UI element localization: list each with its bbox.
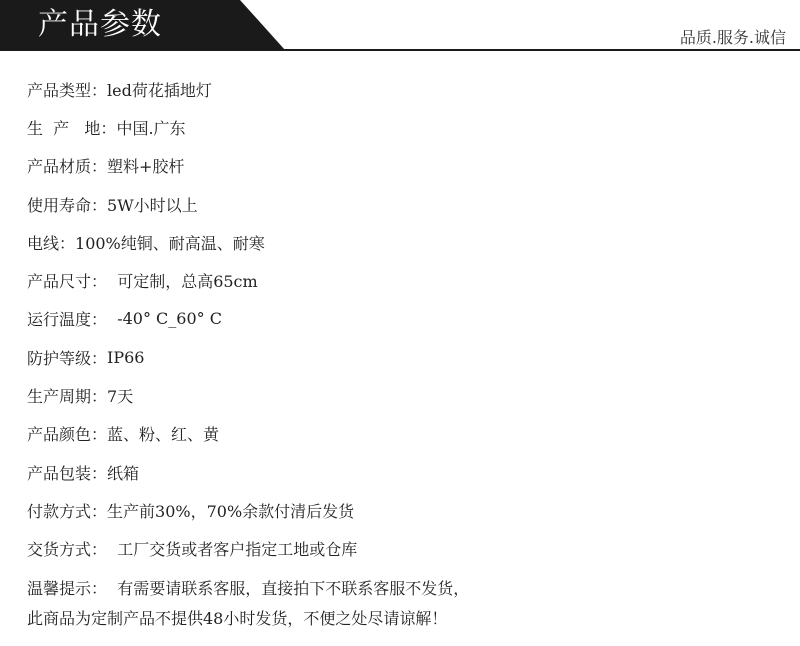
spec-label: 产品类型：	[27, 80, 108, 100]
spec-label: 温馨提示：	[27, 578, 108, 598]
page-title: 产品参数	[38, 7, 162, 42]
spec-row-lead-time	[27, 376, 787, 414]
spec-label: 产品材质：	[27, 157, 108, 177]
header-slogan: 品质.服务.诚信	[679, 28, 786, 47]
spec-value: 7天	[107, 387, 134, 407]
spec-value: 可定制，总高65cm	[107, 272, 258, 292]
spec-value: IP66	[107, 347, 145, 367]
spec-label: 使用寿命：	[27, 195, 108, 215]
spec-row-packaging	[27, 453, 787, 491]
spec-label: 付款方式：	[27, 501, 108, 521]
spec-value: 100%纯铜、耐高温、耐寒	[75, 233, 265, 253]
spec-label: 运行温度：	[27, 310, 108, 330]
spec-value: 塑料+胶杆	[107, 157, 185, 177]
spec-value: -40° C_60° C	[107, 309, 222, 329]
spec-row-lifespan	[27, 185, 787, 223]
spec-label: 交货方式：	[27, 540, 108, 560]
spec-label: 电线：	[27, 233, 76, 253]
spec-list	[27, 70, 787, 606]
header-divider	[0, 49, 800, 51]
spec-value: 纸箱	[107, 463, 140, 483]
spec-value: led荷花插地灯	[107, 80, 212, 100]
spec-row-type	[27, 70, 787, 108]
spec-value: 蓝、粉、红、黄	[107, 425, 220, 445]
spec-row-material	[27, 147, 787, 185]
spec-label: 产品颜色：	[27, 425, 108, 445]
header	[0, 0, 800, 58]
spec-row-colors	[27, 415, 787, 453]
spec-value: 有需要请联系客服，直接拍下不联系客服不发货，	[107, 578, 470, 598]
spec-value: 中国.广东	[116, 118, 186, 138]
footer-note: 此商品为定制产品不提供48小时发货，不便之处尽请谅解！	[27, 609, 448, 628]
spec-row-temperature	[27, 300, 787, 338]
spec-row-size	[27, 261, 787, 299]
spec-value: 工厂交货或者客户指定工地或仓库	[107, 540, 358, 560]
spec-row-delivery	[27, 530, 787, 568]
spec-label: 防护等级：	[27, 348, 108, 368]
spec-label: 产品尺寸：	[27, 272, 108, 292]
spec-row-notice	[27, 568, 787, 606]
spec-label: 产品包装：	[27, 463, 108, 483]
spec-row-payment	[27, 491, 787, 529]
spec-row-origin	[27, 108, 787, 146]
spec-row-wire	[27, 223, 787, 261]
spec-label: 生产周期：	[27, 387, 108, 407]
spec-value: 5W小时以上	[107, 195, 198, 215]
spec-row-protection	[27, 338, 787, 376]
spec-value: 生产前30%，70%余款付清后发货	[107, 501, 355, 521]
spec-label: 生 产 地：	[27, 118, 117, 138]
